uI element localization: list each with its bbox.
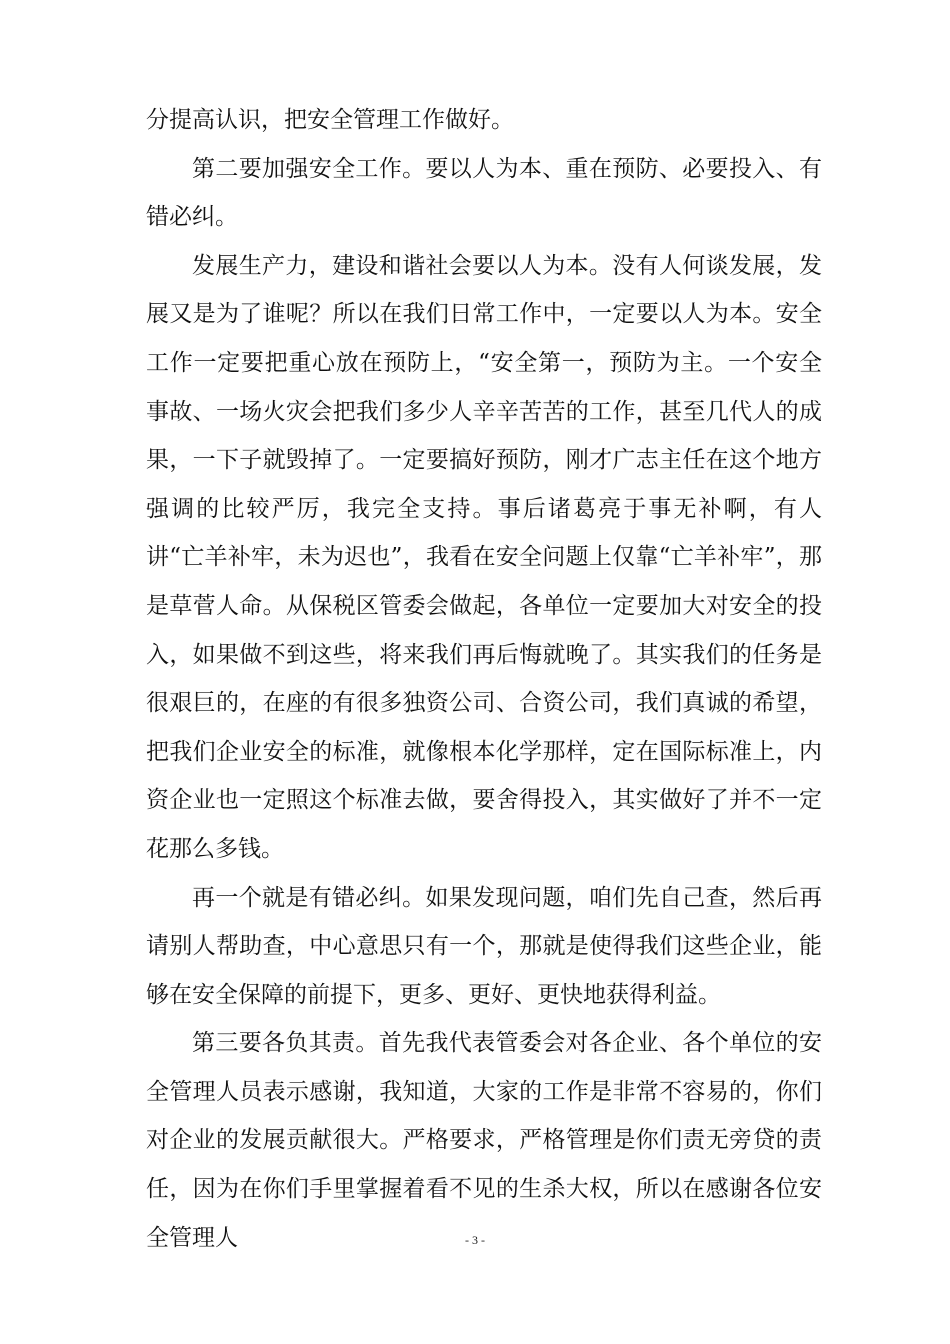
paragraph-third-point: 第三要各负其责。首先我代表管委会对各企业、各个单位的安全管理人员表示感谢，我知道，大家的工作是非常不容易的，你们对企业的发展贡献很大。严格要求，严格管理是你们责无旁贷的责任，因为在你们手里掌握着看不见的生杀大权，所以在感谢各位安全管理人 [146, 1030, 822, 1251]
document-body [146, 96, 822, 1262]
paragraph-people-oriented: 发展生产力，建设和谐社会要以人为本。没有人何谈发展，发展又是为了谁呢？所以在我们日常工作中，一定要以人为本。安全工作一定要把重心放在预防上，“安全第一，预防为主。一个安全事故、一场火灾会把我们多少人辛辛苦苦的工作，甚至几代人的成果，一下子就毁掉了。一定要搞好预防，刚才广志主任在这个地方强调的比较严厉，我完全支持。事后诸葛亮于事无补啊，有人讲“亡羊补牢，未为迟也”，我看在安全问题上仅靠“亡羊补牢”，那是草菅人命。从保税区管委会做起，各单位一定要加大对安全的投入，如果做不到这些，将来我们再后悔就晚了。其实我们的任务是很艰巨的，在座的有很多独资公司、合资公司，我们真诚的希望，把我们企业安全的标准，就像根本化学那样，定在国际标准上，内资企业也一定照这个标准去做，要舍得投入，其实做好了并不一定花那么多钱。 [146, 252, 822, 862]
paragraph-correct-errors: 再一个就是有错必纠。如果发现问题，咱们先自己查，然后再请别人帮助查，中心意思只有一个，那就是使得我们这些企业，能够在安全保障的前提下，更多、更好、更快地获得利益。 [146, 884, 822, 1008]
paragraph-continuation: 分提高认识，把安全管理工作做好。 [146, 107, 514, 133]
paragraph-second-point: 第二要加强安全工作。要以人为本、重在预防、必要投入、有错必纠。 [146, 155, 822, 231]
page-number: - 3 - [465, 1233, 485, 1247]
